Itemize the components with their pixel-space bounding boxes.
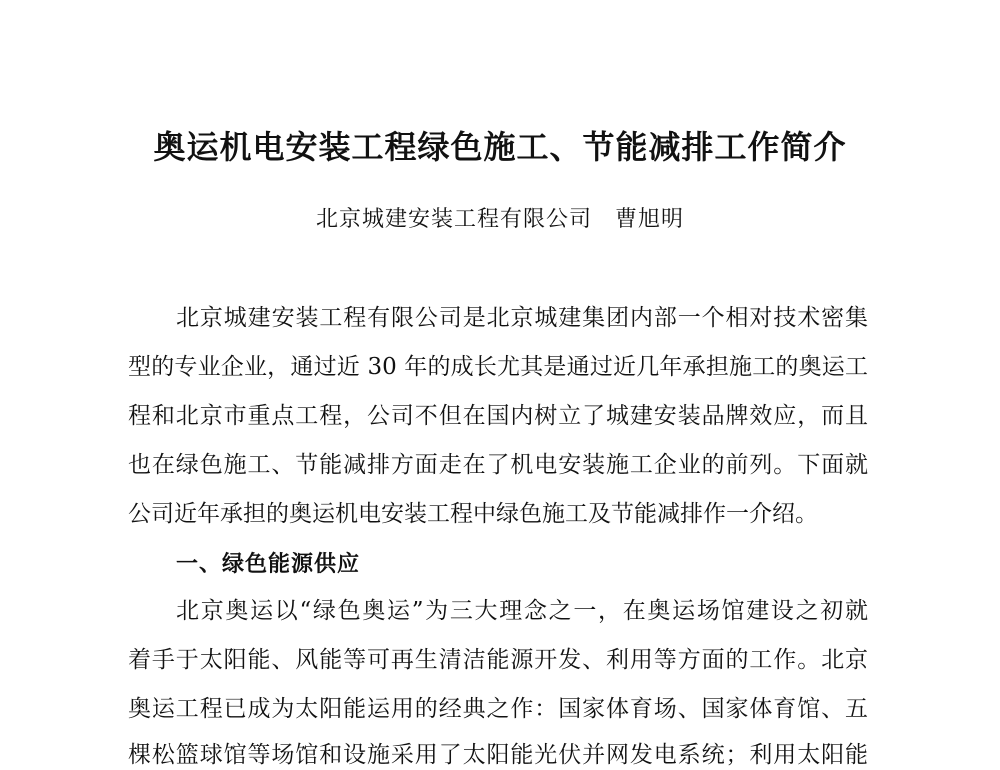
section-heading: 一、绿色能源供应 — [176, 552, 361, 577]
paragraph-line: 北京城建安装工程有限公司是北京城建集团内部一个相对技术密集 — [176, 305, 868, 331]
paragraph-line: 奥运工程已成为太阳能运用的经典之作：国家体育场、国家体育馆、五 — [128, 696, 868, 722]
paragraph-line: 也在绿色施工、节能减排方面走在了机电安装施工企业的前列。下面就 — [128, 452, 868, 478]
document-title: 奥运机电安装工程绿色施工、节能减排工作简介 — [153, 128, 847, 166]
paragraph-line: 程和北京市重点工程，公司不但在国内树立了城建安装品牌效应，而且 — [128, 403, 868, 429]
paragraph-line: 北京奥运以“绿色奥运”为三大理念之一，在奥运场馆建设之初就 — [176, 598, 868, 624]
paragraph-line: 公司近年承担的奥运机电安装工程中绿色施工及节能减排作一介绍。 — [128, 501, 818, 527]
paragraph-line: 棵松篮球馆等场馆和设施采用了太阳能光伏并网发电系统；利用太阳能 — [128, 742, 868, 768]
paragraph-line: 着手于太阳能、风能等可再生清洁能源开发、利用等方面的工作。北京 — [128, 647, 868, 673]
paragraph-line: 型的专业企业，通过近 30 年的成长尤其是通过近几年承担施工的奥运工 — [128, 354, 868, 380]
document-author: 北京城建安装工程有限公司 曹旭明 — [315, 207, 684, 232]
